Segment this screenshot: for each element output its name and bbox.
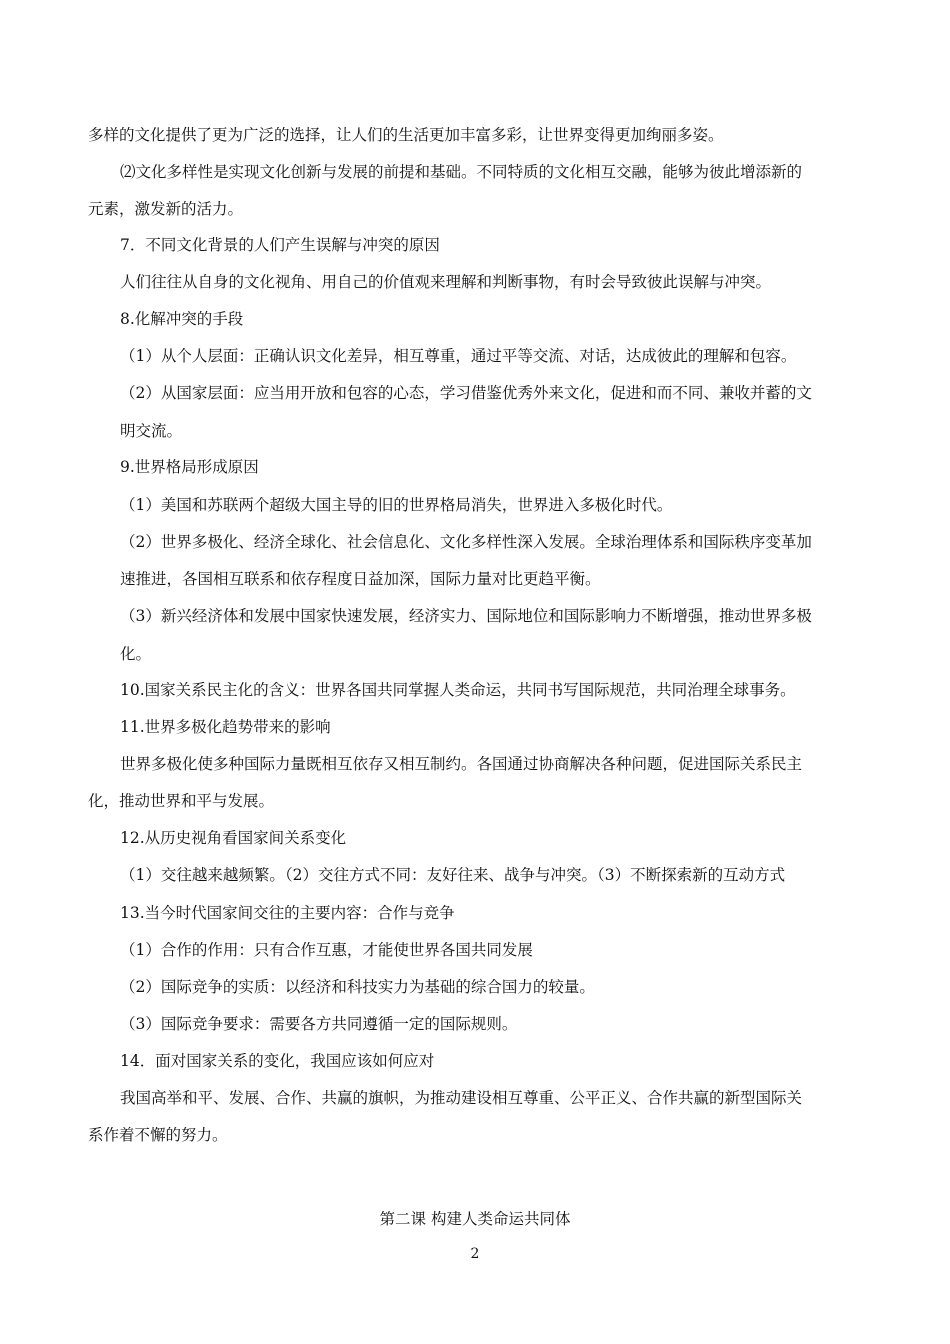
text-line: 化。 bbox=[120, 645, 152, 663]
section-heading: 12.从历史视角看国家间关系变化 bbox=[120, 829, 347, 847]
text-line: ⑵文化多样性是实现文化创新与发展的前提和基础。不同特质的文化相互交融，能够为彼此增添新的 bbox=[120, 163, 803, 181]
list-item: （2）世界多极化、经济全球化、社会信息化、文化多样性深入发展。全球治理体系和国际秩序变革加 bbox=[120, 533, 812, 551]
section-heading: 7．不同文化背景的人们产生误解与冲突的原因 bbox=[120, 236, 440, 254]
text-line: 多样的文化提供了更为广泛的选择，让人们的生活更加丰富多彩，让世界变得更加绚丽多姿。 bbox=[88, 126, 724, 144]
text-line: 系作着不懈的努力。 bbox=[88, 1126, 228, 1144]
section-heading: 14．面对国家关系的变化，我国应该如何应对 bbox=[120, 1052, 435, 1070]
list-item: （3）国际竞争要求：需要各方共同遵循一定的国际规则。 bbox=[120, 1015, 518, 1033]
section-heading: 8.化解冲突的手段 bbox=[120, 310, 244, 328]
text-line: 元素，激发新的活力。 bbox=[88, 200, 244, 218]
list-item: （2）从国家层面：应当用开放和包容的心态，学习借鉴优秀外来文化，促进和而不同、兼收并蓄的文 bbox=[120, 384, 812, 402]
text-line: 世界多极化使多种国际力量既相互依存又相互制约。各国通过协商解决各种问题，促进国际关系民主 bbox=[120, 755, 803, 773]
text-line: 人们往往从自身的文化视角、用自己的价值观来理解和判断事物，有时会导致彼此误解与冲突。 bbox=[120, 273, 772, 291]
list-item: （3）新兴经济体和发展中国家快速发展，经济实力、国际地位和国际影响力不断增强，推动世界多极 bbox=[120, 607, 812, 625]
section-heading: 13.当今时代国家间交往的主要内容：合作与竞争 bbox=[120, 904, 455, 922]
text-line: 化，推动世界和平与发展。 bbox=[88, 792, 275, 810]
text-line: 明交流。 bbox=[120, 422, 183, 440]
section-heading: 11.世界多极化趋势带来的影响 bbox=[120, 718, 331, 736]
list-item: （2）国际竞争的实质：以经济和科技实力为基础的综合国力的较量。 bbox=[120, 978, 595, 996]
lesson-title: 第二课 构建人类命运共同体 bbox=[379, 1210, 571, 1228]
text-line: 速推进，各国相互联系和依存程度日益加深，国际力量对比更趋平衡。 bbox=[120, 570, 601, 588]
list-item: （1）合作的作用：只有合作互惠，才能使世界各国共同发展 bbox=[120, 941, 533, 959]
section-heading: 9.世界格局形成原因 bbox=[120, 458, 259, 476]
list-item: （1）交往越来越频繁。（2）交往方式不同：友好往来、战争与冲突。（3）不断探索新的互动方式 bbox=[120, 866, 786, 884]
list-item: （1）从个人层面：正确认识文化差异，相互尊重，通过平等交流、对话，达成彼此的理解和包容。 bbox=[120, 347, 797, 365]
section-heading: 10.国家关系民主化的含义：世界各国共同掌握人类命运，共同书写国际规范，共同治理全球事务。 bbox=[120, 681, 796, 699]
list-item: （1）美国和苏联两个超级大国主导的旧的世界格局消失，世界进入多极化时代。 bbox=[120, 496, 673, 514]
text-line: 我国高举和平、发展、合作、共赢的旗帜，为推动建设相互尊重、公平正义、合作共赢的新型国际关 bbox=[120, 1089, 803, 1107]
page-number: 2 bbox=[470, 1246, 480, 1262]
